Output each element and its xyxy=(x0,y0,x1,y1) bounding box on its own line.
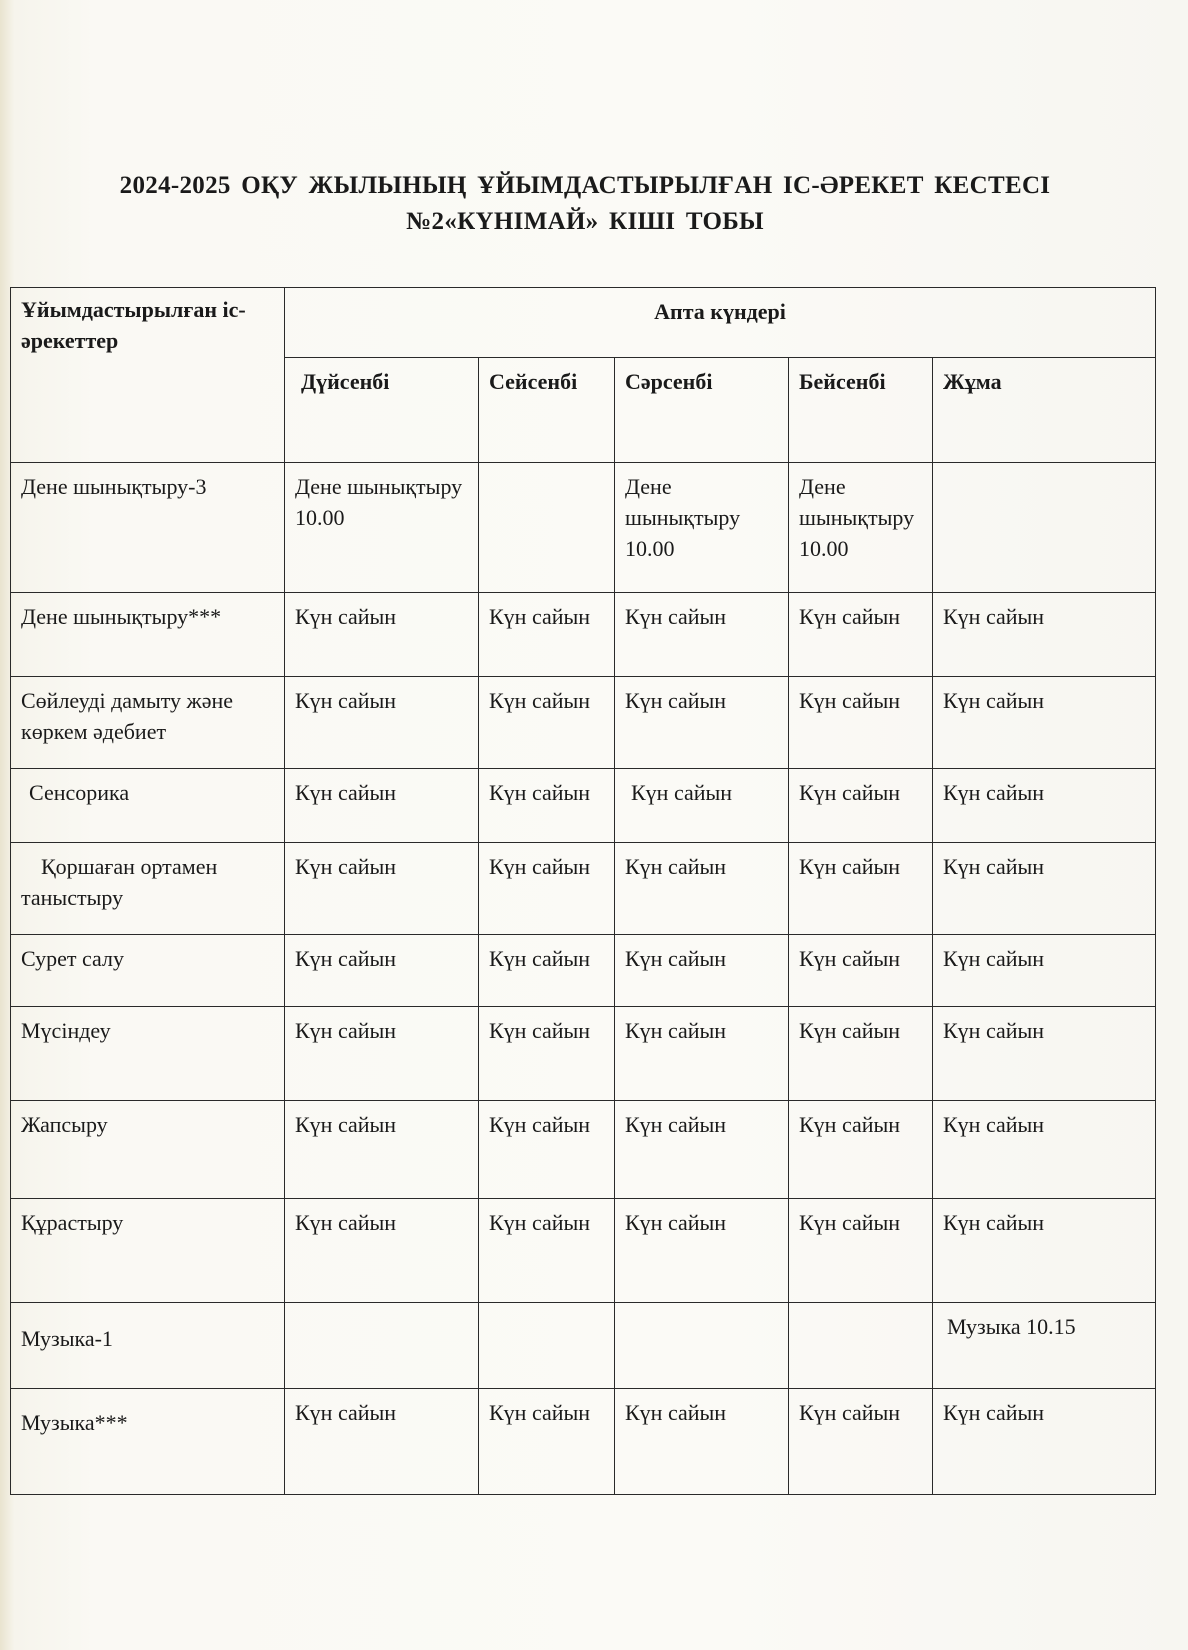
schedule-cell xyxy=(615,1303,789,1389)
schedule-table xyxy=(10,287,1156,1495)
table-row xyxy=(11,1303,1156,1389)
table-row xyxy=(11,463,1156,593)
schedule-cell: Күн сайын xyxy=(933,1007,1156,1101)
schedule-cell: Күн сайын xyxy=(933,1389,1156,1495)
activity-cell: Мүсіндеу xyxy=(11,1007,285,1101)
schedule-cell: Күн сайын xyxy=(789,769,933,843)
schedule-cell: Күн сайын xyxy=(615,1101,789,1199)
table-row xyxy=(11,935,1156,1007)
schedule-cell: Күн сайын xyxy=(789,1389,933,1495)
schedule-cell: Күн сайын xyxy=(933,935,1156,1007)
schedule-cell: Күн сайын xyxy=(789,1007,933,1101)
schedule-cell xyxy=(789,1303,933,1389)
schedule-cell: Күн сайын xyxy=(789,843,933,935)
table-row xyxy=(11,1101,1156,1199)
schedule-cell: Күн сайын xyxy=(615,1007,789,1101)
schedule-cell: Күн сайын xyxy=(285,593,479,677)
schedule-cell xyxy=(479,1303,615,1389)
schedule-cell: Күн сайын xyxy=(615,1389,789,1495)
activity-cell: Дене шынықтыру*** xyxy=(11,593,285,677)
schedule-cell: Күн сайын xyxy=(285,1199,479,1303)
activity-column-header: Ұйымдастырылған іс-әрекеттер xyxy=(11,288,285,463)
activity-cell: Сенсорика xyxy=(11,769,285,843)
schedule-cell: Күн сайын xyxy=(479,1007,615,1101)
document-title xyxy=(30,168,1140,240)
schedule-cell: Музыка 10.15 xyxy=(933,1303,1156,1389)
schedule-cell: Күн сайын xyxy=(479,1101,615,1199)
schedule-cell: Күн сайын xyxy=(789,1101,933,1199)
table-row xyxy=(11,677,1156,769)
activity-cell: Құрастыру xyxy=(11,1199,285,1303)
activity-cell: Жапсыру xyxy=(11,1101,285,1199)
table-header-row xyxy=(11,288,1156,358)
schedule-cell: Күн сайын xyxy=(789,1199,933,1303)
day-header-friday: Жұма xyxy=(933,358,1156,463)
schedule-cell: Күн сайын xyxy=(615,843,789,935)
schedule-cell: Күн сайын xyxy=(615,935,789,1007)
schedule-cell xyxy=(933,463,1156,593)
activity-cell: Сөйлеуді дамыту және көркем әдебиет xyxy=(11,677,285,769)
schedule-cell: Күн сайын xyxy=(789,593,933,677)
table-row xyxy=(11,769,1156,843)
schedule-cell: Күн сайын xyxy=(479,935,615,1007)
schedule-cell: Күн сайын xyxy=(933,593,1156,677)
schedule-cell: Күн сайын xyxy=(789,935,933,1007)
activity-cell: Дене шынықтыру-3 xyxy=(11,463,285,593)
week-days-header: Апта күндері xyxy=(285,288,1156,358)
schedule-cell: Дене шынықтыру 10.00 xyxy=(789,463,933,593)
day-header-tuesday: Сейсенбі xyxy=(479,358,615,463)
schedule-cell: Күн сайын xyxy=(615,1199,789,1303)
schedule-cell: Күн сайын xyxy=(789,677,933,769)
day-header-wednesday: Сәрсенбі xyxy=(615,358,789,463)
schedule-cell xyxy=(285,1303,479,1389)
schedule-cell: Күн сайын xyxy=(285,843,479,935)
schedule-cell: Күн сайын xyxy=(479,1199,615,1303)
activity-cell: Қоршаған ортамен таныстыру xyxy=(11,843,285,935)
schedule-cell: Күн сайын xyxy=(285,769,479,843)
schedule-cell: Күн сайын xyxy=(933,1101,1156,1199)
schedule-cell: Күн сайын xyxy=(479,677,615,769)
activity-cell: Музыка-1 xyxy=(11,1303,285,1389)
activity-cell: Сурет салу xyxy=(11,935,285,1007)
schedule-cell: Күн сайын xyxy=(285,1007,479,1101)
table-row xyxy=(11,1389,1156,1495)
schedule-cell: Күн сайын xyxy=(615,769,789,843)
schedule-cell: Күн сайын xyxy=(479,593,615,677)
title-line-2: №2«КҮНІМАЙ» КІШІ ТОБЫ xyxy=(406,208,764,235)
schedule-cell: Күн сайын xyxy=(285,677,479,769)
schedule-cell: Күн сайын xyxy=(933,769,1156,843)
day-header-thursday: Бейсенбі xyxy=(789,358,933,463)
table-row xyxy=(11,843,1156,935)
schedule-cell: Күн сайын xyxy=(479,1389,615,1495)
schedule-cell: Дене шынықтыру 10.00 xyxy=(285,463,479,593)
activity-cell: Музыка*** xyxy=(11,1389,285,1495)
schedule-cell: Дене шынықтыру 10.00 xyxy=(615,463,789,593)
day-header-monday: Дүйсенбі xyxy=(285,358,479,463)
table-row xyxy=(11,1007,1156,1101)
schedule-cell: Күн сайын xyxy=(615,593,789,677)
schedule-cell: Күн сайын xyxy=(933,1199,1156,1303)
schedule-cell: Күн сайын xyxy=(285,1389,479,1495)
title-line-1: 2024-2025 ОҚУ ЖЫЛЫНЫҢ ҰЙЫМДАСТЫРЫЛҒАН ІС-ӘРЕКЕТ КЕСТЕСІ xyxy=(119,172,1051,199)
schedule-cell: Күн сайын xyxy=(285,1101,479,1199)
table-row xyxy=(11,593,1156,677)
schedule-cell: Күн сайын xyxy=(285,935,479,1007)
schedule-cell: Күн сайын xyxy=(933,677,1156,769)
schedule-cell xyxy=(479,463,615,593)
table-row xyxy=(11,1199,1156,1303)
schedule-cell: Күн сайын xyxy=(933,843,1156,935)
schedule-cell: Күн сайын xyxy=(479,769,615,843)
schedule-cell: Күн сайын xyxy=(479,843,615,935)
schedule-cell: Күн сайын xyxy=(615,677,789,769)
